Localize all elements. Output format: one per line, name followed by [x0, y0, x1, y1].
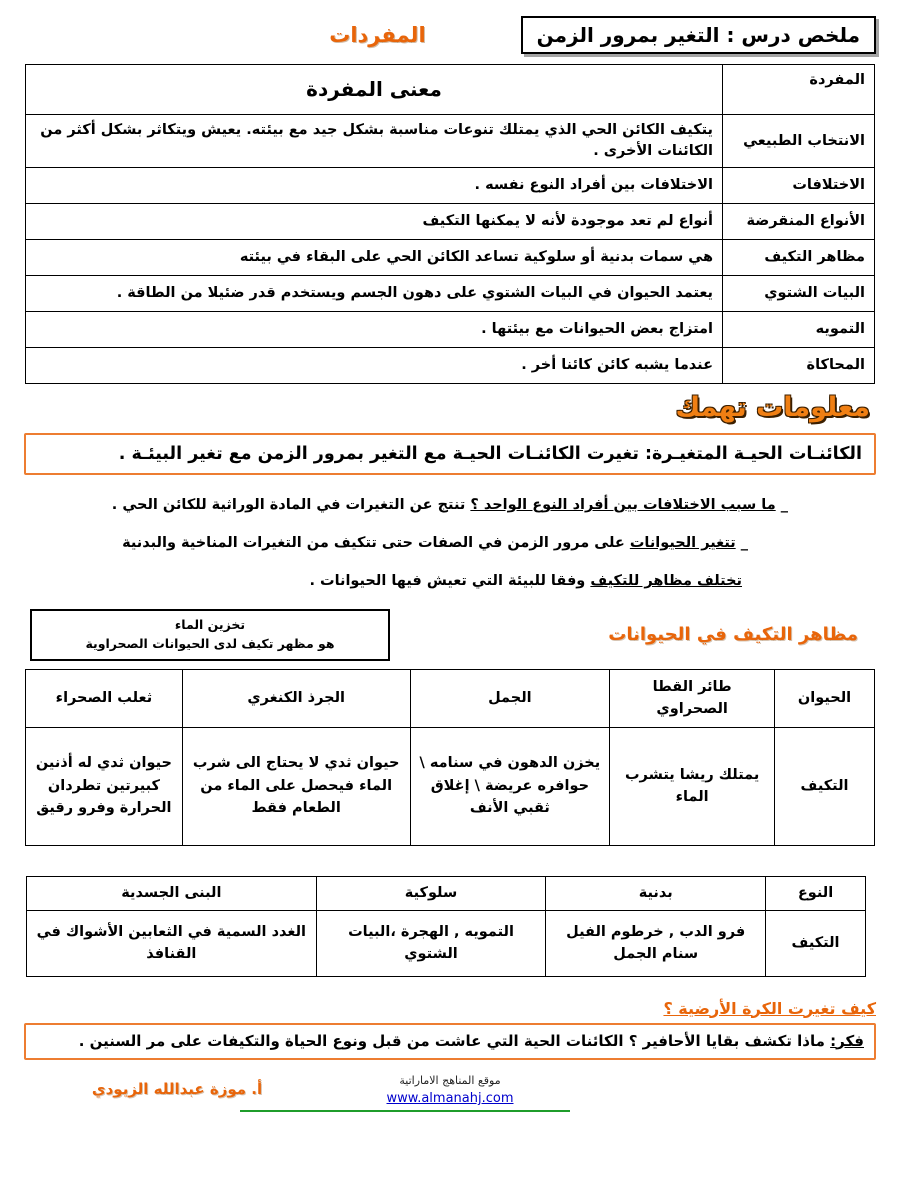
site-block	[330, 1074, 570, 1112]
types-row-label: النوع	[766, 876, 866, 910]
bullet-underlined-text: تختلف مظاهر للتكيف	[590, 573, 742, 590]
type-examples: التمويه , الهجرة ،البيات الشتوي	[316, 910, 546, 976]
teacher-name: أ. موزة عبدالله الزيودي	[91, 1080, 263, 1099]
adaptation-types-table	[26, 876, 866, 977]
table-row	[26, 168, 875, 204]
animal-adaptation: حيوان ثدي لا يحتاج الى شرب الماء فيحصل على الماء من الطعام فقط	[182, 727, 410, 845]
animal-name: الجرذ الكنغري	[182, 669, 410, 727]
vocab-word: الأنواع المنقرضة	[723, 204, 875, 240]
vocab-word: البيات الشتوي	[723, 276, 875, 312]
animal-name: ثعلب الصحراء	[26, 669, 183, 727]
vocab-word: المحاكاة	[723, 348, 875, 384]
animal-adaptation: يخزن الدهون في سنامه \ حوافره عريضة \ إغلاق ثقبي الأنف	[410, 727, 610, 845]
types-row-label: التكيف	[766, 910, 866, 976]
bullet-text: على مرور الزمن في الصفات حتى تتكيف من التغيرات المناخية والبدنية	[122, 535, 630, 552]
bullet-underlined-text: تتغير الحيوانات	[629, 535, 736, 552]
think-text: ماذا تكشف بقايا الأحافير ؟ الكائنات الحية التي عاشت من قبل ونوع الحياة والتكيفات على مر السنين .	[78, 1031, 831, 1050]
vocab-meaning: عندما يشبه كائن كائنا أخر .	[26, 348, 723, 384]
adaptation-section-header	[24, 609, 876, 661]
vocab-meaning: يتكيف الكائن الحي الذي يمتلك تنوعات مناسبة بشكل جيد مع بيئته. يعيش ويتكاثر بشكل أكثر من الكائنات الأخرى .	[26, 115, 723, 168]
water-storage-note-box	[30, 609, 390, 661]
table-row	[26, 276, 875, 312]
table-row	[26, 115, 875, 168]
info-bullet	[24, 571, 742, 592]
page-header	[24, 16, 876, 54]
vocab-header-row	[26, 65, 875, 115]
footer-green-rule	[240, 1110, 570, 1112]
bullet-dash: _	[775, 497, 788, 514]
vocab-header-meaning: معنى المفردة	[26, 65, 723, 115]
lesson-title-box: ملخص درس : التغير بمرور الزمن	[521, 16, 876, 54]
types-header-row	[27, 876, 866, 910]
bullet-underlined-text: ما سبب الاختلافات بين أفراد النوع الواحد ؟	[470, 497, 776, 514]
site-name: موقع المناهج الاماراتية	[399, 1074, 501, 1088]
vocab-meaning: امتزاج بعض الحيوانات مع بيئتها .	[26, 312, 723, 348]
vocab-header-word: المفردة	[723, 65, 875, 115]
water-note-line1: تخزين الماء	[174, 617, 246, 633]
info-wordart-title: معلومات تهمك	[675, 392, 870, 424]
animals-adaptation-row	[26, 727, 875, 845]
info-bullet	[24, 533, 748, 554]
changing-organisms-box: الكائنـات الحيـة المتغيـرة: تغيرت الكائنـات الحيـة مع التغير بمرور الزمن مع تغير البيئـة .	[24, 433, 876, 475]
table-row	[26, 240, 875, 276]
vocab-meaning: هي سمات بدنية أو سلوكية تساعد الكائن الحي على البقاء في بيئته	[26, 240, 723, 276]
think-box	[24, 1023, 876, 1061]
page-footer	[24, 1074, 876, 1112]
type-name: بدنية	[546, 876, 766, 910]
vocab-word: مظاهر التكيف	[723, 240, 875, 276]
vocabulary-table	[25, 64, 875, 384]
type-examples: الغدد السمية في الثعابين الأشواك في القنافذ	[27, 910, 317, 976]
vocab-meaning: الاختلافات بين أفراد النوع نفسه .	[26, 168, 723, 204]
adaptation-section-title: مظاهر التكيف في الحيوانات	[608, 624, 858, 646]
earth-change-heading: كيف تغيرت الكرة الأرضية ؟	[663, 998, 876, 1018]
vocab-word: التمويه	[723, 312, 875, 348]
table-row	[26, 312, 875, 348]
think-label: فكر:	[830, 1031, 864, 1050]
table-row	[26, 348, 875, 384]
bullet-text: وفقا للبيئة التي تعيش فيها الحيوانات .	[309, 573, 591, 590]
vocab-word: الانتخاب الطبيعي	[723, 115, 875, 168]
bullet-dash: _	[735, 535, 748, 552]
animal-adaptation: حيوان ثدي له أذنين كبيرتين تطردان الحرارة وفرو رقيق	[26, 727, 183, 845]
animal-adaptation: يمتلك ريشا يتشرب الماء	[610, 727, 775, 845]
animals-header-row	[26, 669, 875, 727]
info-bullets	[24, 495, 876, 592]
type-name: سلوكية	[316, 876, 546, 910]
vocab-meaning: أنواع لم تعد موجودة لأنه لا يمكنها التكيف	[26, 204, 723, 240]
animals-row-label: الحيوان	[775, 669, 875, 727]
animals-adaptation-table	[25, 669, 875, 846]
type-name: البنى الجسدية	[27, 876, 317, 910]
table-row	[26, 204, 875, 240]
types-adaptation-row	[27, 910, 866, 976]
vocab-word: الاختلافات	[723, 168, 875, 204]
teacher-zone	[24, 1074, 330, 1098]
info-bullet	[24, 495, 788, 516]
animal-name: طائر القطا الصحراوي	[610, 669, 775, 727]
type-examples: فرو الدب , خرطوم الفيل سنام الجمل	[546, 910, 766, 976]
animal-name: الجمل	[410, 669, 610, 727]
site-url-link[interactable]: www.almanahj.com	[386, 1091, 514, 1107]
bullet-text: تنتج عن التغيرات في المادة الوراثية للكائن الحي .	[111, 497, 471, 514]
animals-row-label: التكيف	[775, 727, 875, 845]
vocab-meaning: يعتمد الحيوان في البيات الشتوي على دهون الجسم ويستخدم قدر ضئيلا من الطاقة .	[26, 276, 723, 312]
water-note-line2: هو مظهر تكيف لدى الحيوانات الصحراوية	[85, 635, 335, 651]
vocabulary-heading: المفردات	[329, 23, 426, 47]
